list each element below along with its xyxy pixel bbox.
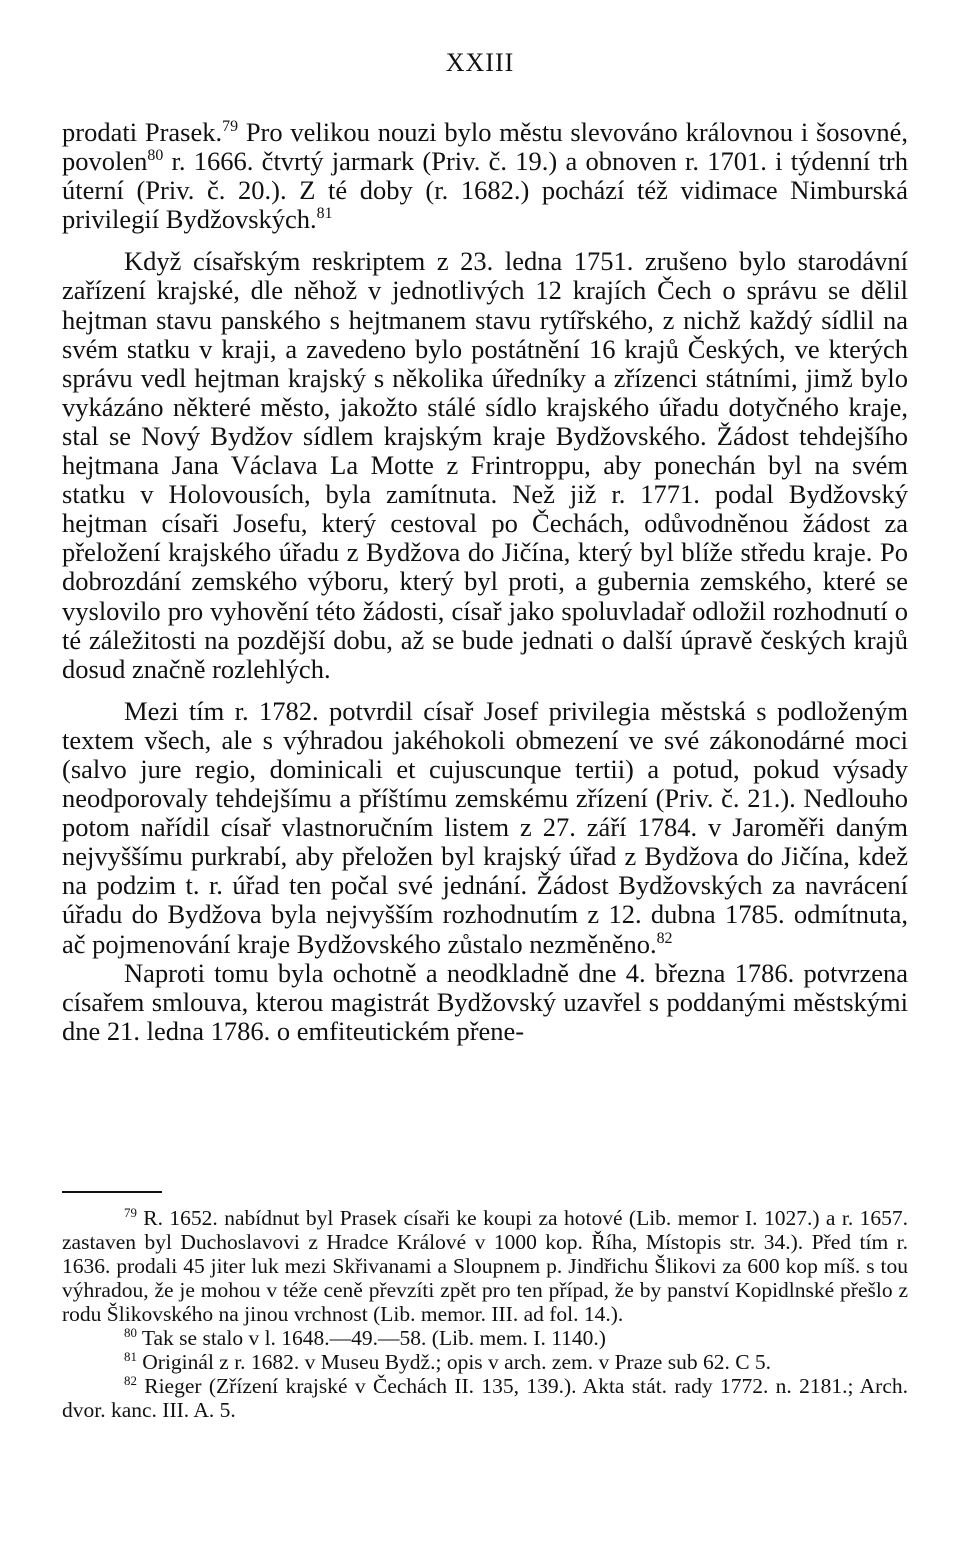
footnote-text: R. 1652. nabídnut byl Prasek císaři ke koupi za hotové (Lib. memor I. 1027.) a r. 1657. zastaven byl Duchoslavovi z Hradce Králové v 1000 kop. Říha, Místopis str. 34.). Před tím r. 1636. prodali 45 jiter luk mezi Skřivanami a Sloupnem p. Jindřichu Šlikovi za 600 kop míš. s tou výhradou, že je mohou v téže ceně převzíti zpět pro ten případ, že by panství Kopidlnské přešlo z rodu Šlikovského na jinou vrchnost (Lib. memor. III. ad fol. 14.). (62, 1206, 908, 1326)
paragraph-2: Když císařským reskriptem z 23. ledna 1751. zrušeno bylo starodávní zařízení krajské, dle něhož v jednotlivých 12 krajích Čech o správu se dělil hejtman stavu panského s hejtmanem stavu rytířského, z nichž každý sídlil na svém statku v kraji, a zavedeno bylo postátnění 16 krajů Českých, ve kterých správu vedl hejtman krajský s několika úředníky a zřízenci státními, jimž bylo vykázáno některé město, jakožto stálé sídlo krajského úřadu dotyčného kraje, stal se Nový Bydžov sídlem krajským kraje Bydžovského. Žádost tehdejšího hejtmana Jana Václava La Motte z Frintroppu, aby ponеchán byl na svém statku v Holovousích, byla zamítnuta. Než již r. 1771. podal Bydžovský hejtman císaři Josefu, který cestoval po Čechách, odůvodněnou žádost za přeložení krajského úřadu z Bydžova do Jičína, který byl blíže středu kraje. Po dobrozdání zemského výboru, který byl proti, a gubernia zemského, které se vyslovilo pro vyhovění této žádosti, císař jako spoluvladař odložil rozhodnutí o té záležitosti na pozdější dobu, až se bude jednati o další úpravě českých krajů dosud značně rozlehlých. (62, 246, 908, 684)
text-span: r. 1666. čtvrtý jarmark (Priv. č. 19.) a obnoven r. 1701. i týdenní trh úterní (Priv. č. 20.). Z té doby (r. 1682.) pochází též vidimace Nimburská privilegií Bydžovských. (62, 146, 908, 235)
footnote-ref-82: 82 (656, 929, 673, 947)
paragraph-1 (62, 118, 908, 234)
footnote-ref-80: 80 (147, 147, 164, 165)
text-span: Mezi tím r. 1782. potvrdil císař Josef privilegia městská s podloženým textem všech, ale s výhradou jakéhokoli obmezení ve své zákonodárné moci (salvo jure regio, dominicali et cujuscunque tertii) a potud, pokud výsady neodporovaly tehdejšímu a příštímu zemskému zřízení (Priv. č. 21.). Nedlouho potom nařídil císař vlastnoručním listem z 27. září 1784. v Jaroměři daným nejvyššímu purkrabí, aby přeložen byl krajský úřad z Bydžova do Jičína, kdež na podzim t. r. úřad ten počal své jednání. Žádost Bydžovských za navrácení úřadu do Bydžova byla nejvyšším rozhodnutím z 12. dubna 1785. odmítnuta, ač pojmenování kraje Bydžovského zůstalo nezměněno. (62, 695, 908, 959)
paragraph-3 (62, 697, 908, 959)
footnote-79 (62, 1206, 908, 1326)
footnote-text: Tak se stalo v l. 1648.—49.—58. (Lib. mem. I. 1140.) (136, 1326, 606, 1350)
footnote-mark: 82 (124, 1373, 137, 1388)
text-span: Pro velikou nouzi bylo městu slevováno královnou i šosovné, povolen (62, 117, 908, 177)
footnote-ref-81: 81 (316, 205, 333, 223)
footnote-text: Rieger (Zřízení krajské v Čechách II. 135, 139.). Akta stát. rady 1772. n. 2181.; Arch. dvor. kanc. III. A. 5. (62, 1374, 908, 1422)
text-span: prodati Prasek. (62, 117, 223, 147)
paragraph-4: Naproti tomu byla ochotně a neodkladně dne 4. března 1786. potvrzena císařem smlouva, kterou magistrát Bydžovský uzavřel s poddanými městskými dne 21. ledna 1786. o emfiteutickém přene- (62, 957, 908, 1046)
body-text (62, 118, 908, 1046)
footnote-ref-79: 79 (222, 118, 239, 136)
footnote-82 (62, 1374, 908, 1422)
footnote-mark: 80 (124, 1325, 137, 1340)
footnote-rule (62, 1191, 162, 1193)
footnote-mark: 79 (124, 1205, 137, 1220)
footnote-mark: 81 (124, 1349, 137, 1364)
footnotes (62, 1206, 908, 1422)
footnote-text: Originál z r. 1682. v Museu Bydž.; opis v arch. zem. v Praze sub 62. C 5. (136, 1350, 772, 1374)
page-number: XXIII (445, 48, 515, 77)
footnote-81 (62, 1350, 908, 1374)
footnote-80 (62, 1326, 908, 1350)
